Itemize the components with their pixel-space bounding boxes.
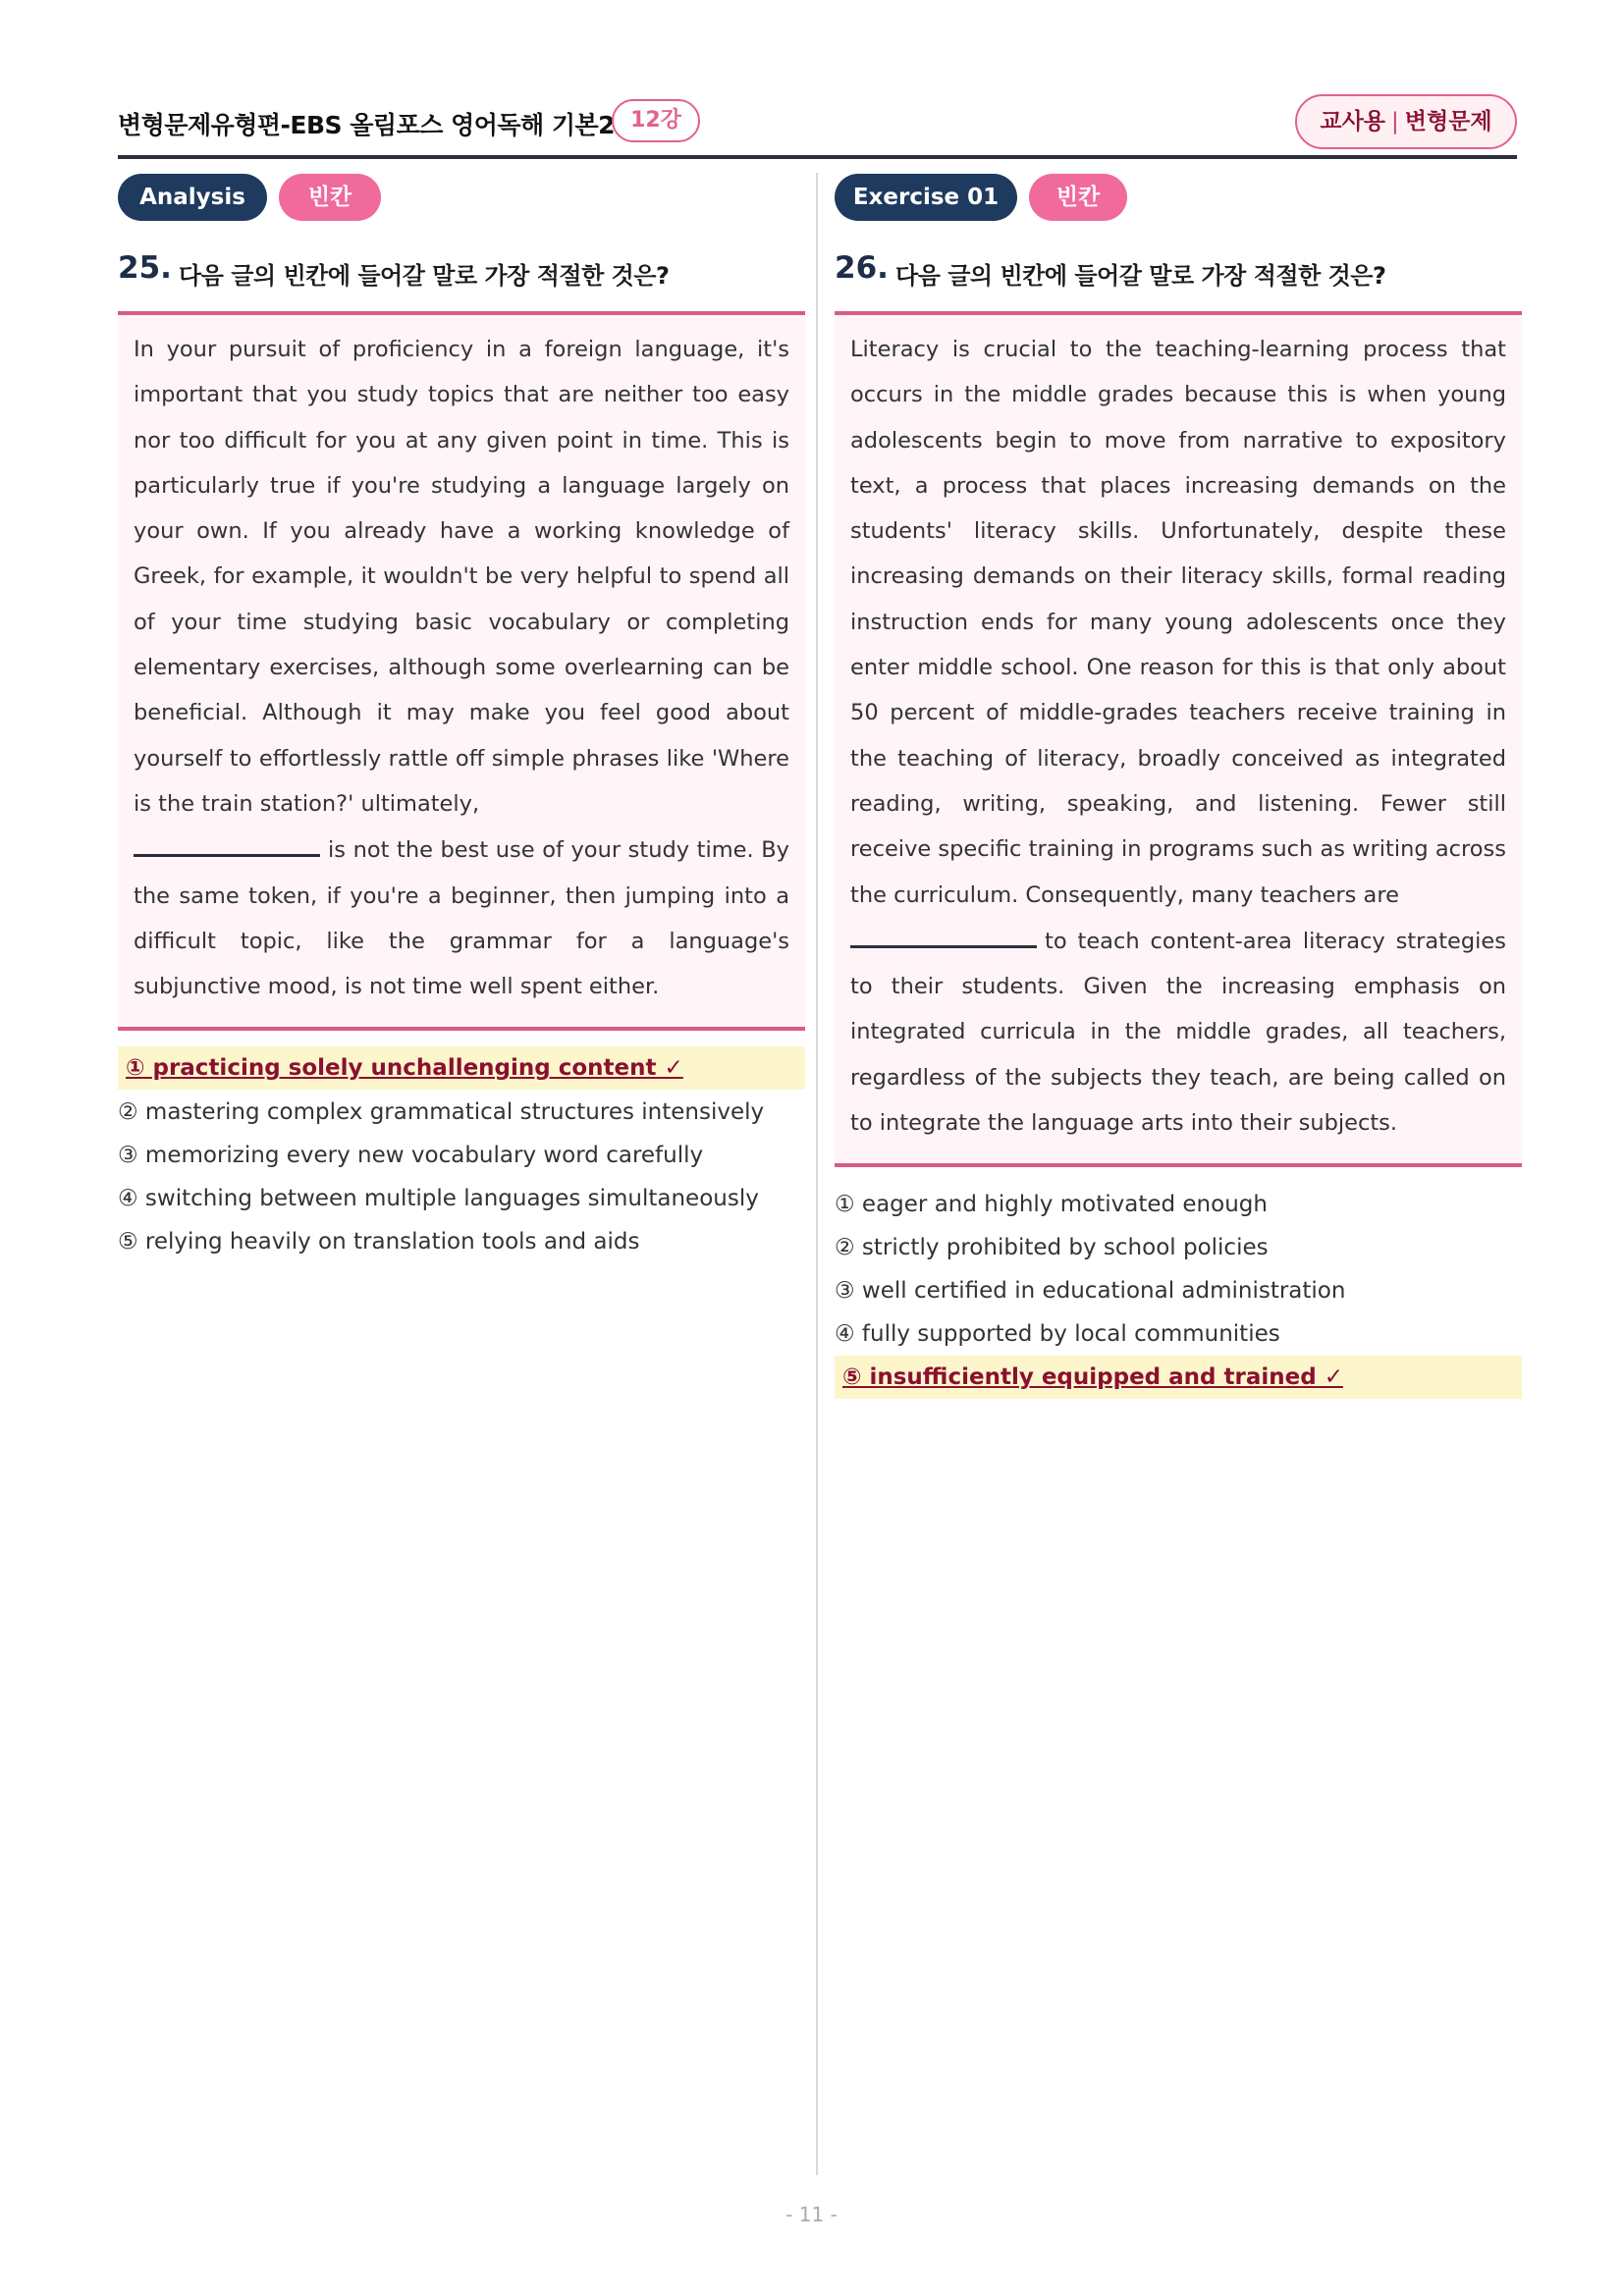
- passage-before-blank: In your pursuit of proficiency in a foreign language, it's important that you study topics that are neither too easy nor too difficult for you at any given point in time. This is particularly true if you're studying a language largely on your own. If you already have a working knowledge of Greek, for example, it wouldn't be very helpful to spend all of your time studying basic vocabulary or completing elementary exercises, although some overlearning can be beneficial. Although it may make you feel good about yourself to effortlessly rattle off simple phrases like 'Where is the train station?' ultimately,: [134, 337, 789, 817]
- option-2[interactable]: ② mastering complex grammatical structures intensively: [118, 1099, 765, 1126]
- question-number: 25.: [118, 250, 172, 286]
- answer-options: [118, 1046, 805, 1263]
- question-header: [118, 250, 805, 294]
- teacher-label: 교사용: [1320, 109, 1386, 134]
- answer-blank: [134, 827, 320, 857]
- document-title: 변형문제유형편-EBS 올림포스 영어독해 기본2: [118, 111, 616, 139]
- question-prompt: 다음 글의 빈칸에 들어갈 말로 가장 적절한 것은?: [895, 262, 1386, 290]
- option-2[interactable]: ② strictly prohibited by school policies: [835, 1235, 1269, 1261]
- question-prompt: 다음 글의 빈칸에 들어갈 말로 가장 적절한 것은?: [179, 262, 670, 290]
- option-4[interactable]: ④ switching between multiple languages simultaneously: [118, 1186, 759, 1212]
- passage: [118, 315, 805, 1031]
- option-5[interactable]: ⑤ relying heavily on translation tools and aids: [118, 1229, 640, 1255]
- tag-blank: 빈칸: [279, 174, 381, 221]
- tag-exercise: Exercise 01: [835, 174, 1017, 221]
- option-3[interactable]: ③ well certified in educational administration: [835, 1278, 1346, 1305]
- tag-blank: 빈칸: [1029, 174, 1127, 221]
- passage-before-blank: Literacy is crucial to the teaching-learning process that occurs in the middle grades because this is when young adolescents begin to move from narrative to expository text, a process that places increasing demands on the students' literacy skills. Unfortunately, despite these increasing demands on their literacy skills, formal reading instruction ends for many young adolescents once they enter middle school. One reason for this is that only about 50 percent of middle-grades teachers receive training in the teaching of literacy, broadly conceived as integrated reading, writing, speaking, and listening. Fewer still receive specific training in programs such as writing across the curriculum. Consequently, many teachers are: [850, 337, 1506, 908]
- option-4[interactable]: ④ fully supported by local communities: [835, 1321, 1280, 1348]
- passage-after-blank: to teach content-area literacy strategies to their students. Given the increasing emphasis on integrated curricula in the middle grades, all teachers, regardless of the subjects they teach, are being called on to integrate the language arts into their subjects.: [850, 928, 1506, 1137]
- type-label: 변형문제: [1404, 109, 1492, 134]
- answer-blank: [850, 918, 1037, 948]
- left-column: [118, 174, 805, 1263]
- option-5-correct[interactable]: ⑤ insufficiently equipped and trained ✓: [835, 1356, 1522, 1399]
- option-1-correct[interactable]: ① practicing solely unchallenging content ✓: [118, 1046, 805, 1090]
- answer-options: [835, 1183, 1522, 1399]
- question-header: [835, 250, 1522, 294]
- section-tags: [835, 174, 1522, 221]
- option-3[interactable]: ③ memorizing every new vocabulary word carefully: [118, 1143, 704, 1169]
- question-number: 26.: [835, 250, 889, 286]
- tag-analysis: Analysis: [118, 174, 267, 221]
- column-divider: [816, 173, 818, 2175]
- page-header: [118, 94, 1517, 153]
- page-number: - 11 -: [785, 2203, 838, 2226]
- header-rule: [118, 155, 1517, 159]
- passage-after-blank: is not the best use of your study time. By the same token, if you're a beginner, then jumping into a difficult topic, like the grammar for a language's subjunctive mood, is not time well spent either.: [134, 837, 789, 1000]
- section-tags: [118, 174, 805, 221]
- right-column: [835, 174, 1522, 1400]
- badge-separator: |: [1391, 109, 1399, 134]
- passage: [835, 315, 1522, 1167]
- option-1[interactable]: ① eager and highly motivated enough: [835, 1192, 1268, 1218]
- edition-badge: [1295, 94, 1517, 149]
- lesson-badge: 12강: [612, 99, 700, 142]
